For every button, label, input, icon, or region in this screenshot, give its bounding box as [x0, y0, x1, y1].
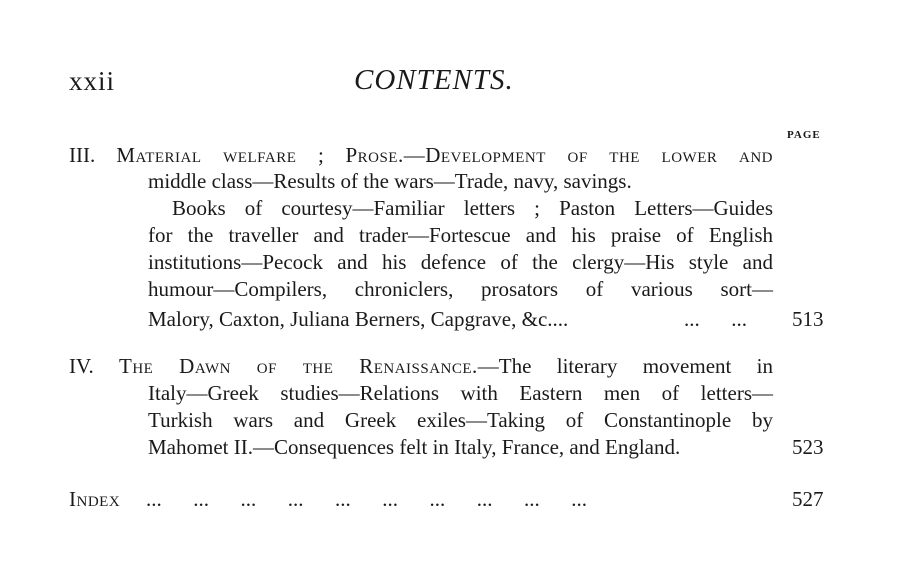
entry-text-line: Books of courtesy—Familiar letters ; Paston Letters—Guides: [172, 196, 773, 220]
dot-leader: ... ... ... ... ... ... ... ... ... ...: [146, 487, 587, 511]
entry-heading: Material welfare ;: [116, 143, 325, 167]
entry-page-number: 513: [792, 307, 824, 331]
entry-text-line: Italy—Greek studies—Relations with Eastern men of letters—: [148, 381, 773, 405]
entry-page-number: 523: [792, 435, 824, 459]
entry-heading: The Dawn of the Renaissance.: [119, 354, 478, 378]
entry-text-line: Malory, Caxton, Juliana Berners, Capgrave, &c....: [148, 307, 569, 331]
entry-text-line: institutions—Pecock and his defence of the clergy—His style and: [148, 250, 773, 274]
entry-first-line: [69, 353, 773, 379]
entry-text-line: —The literary movement in: [477, 354, 773, 378]
page-number: xxii: [69, 66, 116, 96]
entry-first-line: [69, 142, 773, 168]
entry-text-line: Turkish wars and Greek exiles—Taking of Constantinople by: [148, 408, 773, 432]
entry-text-line: middle class—Results of the wars—Trade, navy, savings.: [148, 169, 632, 193]
running-title: CONTENTS.: [354, 64, 514, 96]
entry-text-line: for the traveller and trader—Fortescue and his praise of English: [148, 223, 773, 247]
entry-text-line: Mahomet II.—Consequences felt in Italy, France, and England.: [148, 435, 681, 459]
dot-leader: ... ...: [684, 307, 747, 331]
entry-number: IV.: [69, 354, 94, 378]
entry-heading: Index: [69, 487, 121, 511]
entry-text-line: Prose.—Development of the lower and: [345, 143, 773, 167]
entry-text-line: humour—Compilers, chroniclers, prosators of various sort—: [148, 277, 773, 301]
entry-page-number: 527: [792, 487, 824, 511]
entry-number: III.: [69, 143, 96, 167]
page-column-label: PAGE: [787, 129, 821, 141]
